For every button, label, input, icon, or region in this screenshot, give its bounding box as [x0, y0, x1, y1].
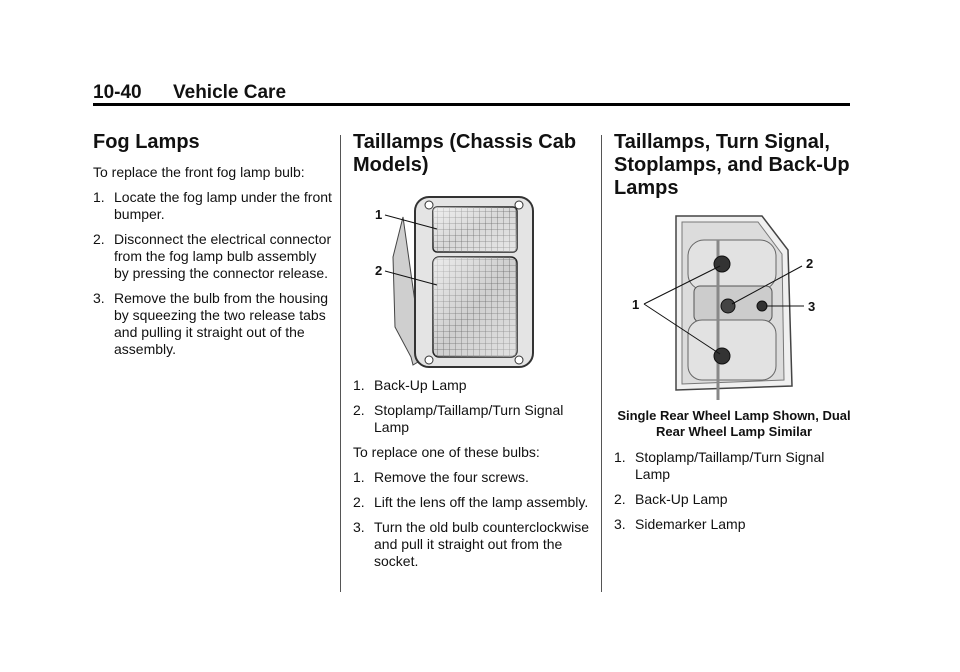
callout-2: 2: [806, 256, 814, 271]
list-item: 2. Stoplamp/Taillamp/Turn Signal Lamp: [353, 402, 564, 435]
page-number: 10-40: [93, 82, 142, 103]
list-item: 3. Remove the bulb from the housing by squeezing the two release tabs and pulling it straight out of the assembly.: [93, 290, 329, 357]
rear-lamp-diagram: [614, 210, 844, 406]
callout-1: 1: [375, 207, 383, 222]
column-divider-1: [340, 135, 341, 592]
section-title: Vehicle Care: [173, 82, 287, 103]
callout-2: 2: [375, 263, 383, 278]
chassis-intro: To replace one of these bulbs:: [353, 444, 540, 460]
list-item: 3. Sidemarker Lamp: [614, 516, 746, 532]
list-item: 2. Back-Up Lamp: [614, 491, 728, 507]
turn-signal-column: [614, 131, 854, 541]
figure-caption: Single Rear Wheel Lamp Shown, Dual Rear Wheel Lamp Similar: [617, 408, 851, 439]
page-header: [93, 82, 286, 104]
list-item: 1. Back-Up Lamp: [353, 377, 467, 393]
header-rule: [93, 103, 850, 106]
turn-signal-heading: Taillamps, Turn Signal, Stoplamps, and Back-Up Lamps: [614, 131, 850, 199]
screw-icon: [425, 201, 433, 209]
list-item: 2. Lift the lens off the lamp assembly.: [353, 494, 589, 510]
column-divider-2: [601, 135, 602, 592]
fog-lamps-intro: To replace the front fog lamp bulb:: [93, 164, 305, 180]
list-item: 2. Disconnect the electrical connector from the fog lamp bulb assembly by pressing the connector release.: [93, 231, 332, 281]
list-item: 3. Turn the old bulb counterclockwise and pull it straight out from the socket.: [353, 519, 590, 569]
callout-1: 1: [632, 297, 640, 312]
stoplamp-bulb-icon: [714, 256, 730, 272]
lower-reflector: [688, 320, 776, 380]
screw-icon: [515, 356, 523, 364]
stoplamp-bulb-icon: [714, 348, 730, 364]
list-item: 1. Remove the four screws.: [353, 469, 529, 485]
list-item: 1. Locate the fog lamp under the front bumper.: [93, 189, 332, 222]
upper-reflector: [688, 240, 776, 290]
sidemarker-bulb-icon: [757, 301, 767, 311]
fog-lamps-heading: Fog Lamps: [93, 131, 200, 153]
callout-3: 3: [808, 299, 816, 314]
chassis-taillamps-column: [353, 131, 593, 578]
chassis-taillamps-heading: Taillamps (Chassis Cab Models): [353, 131, 577, 176]
list-item: 1. Stoplamp/Taillamp/Turn Signal Lamp: [614, 449, 825, 482]
screw-icon: [425, 356, 433, 364]
screw-icon: [515, 201, 523, 209]
chassis-taillamp-diagram: [353, 187, 593, 373]
fog-lamps-column: [93, 131, 333, 366]
back-up-bulb-icon: [721, 299, 735, 313]
